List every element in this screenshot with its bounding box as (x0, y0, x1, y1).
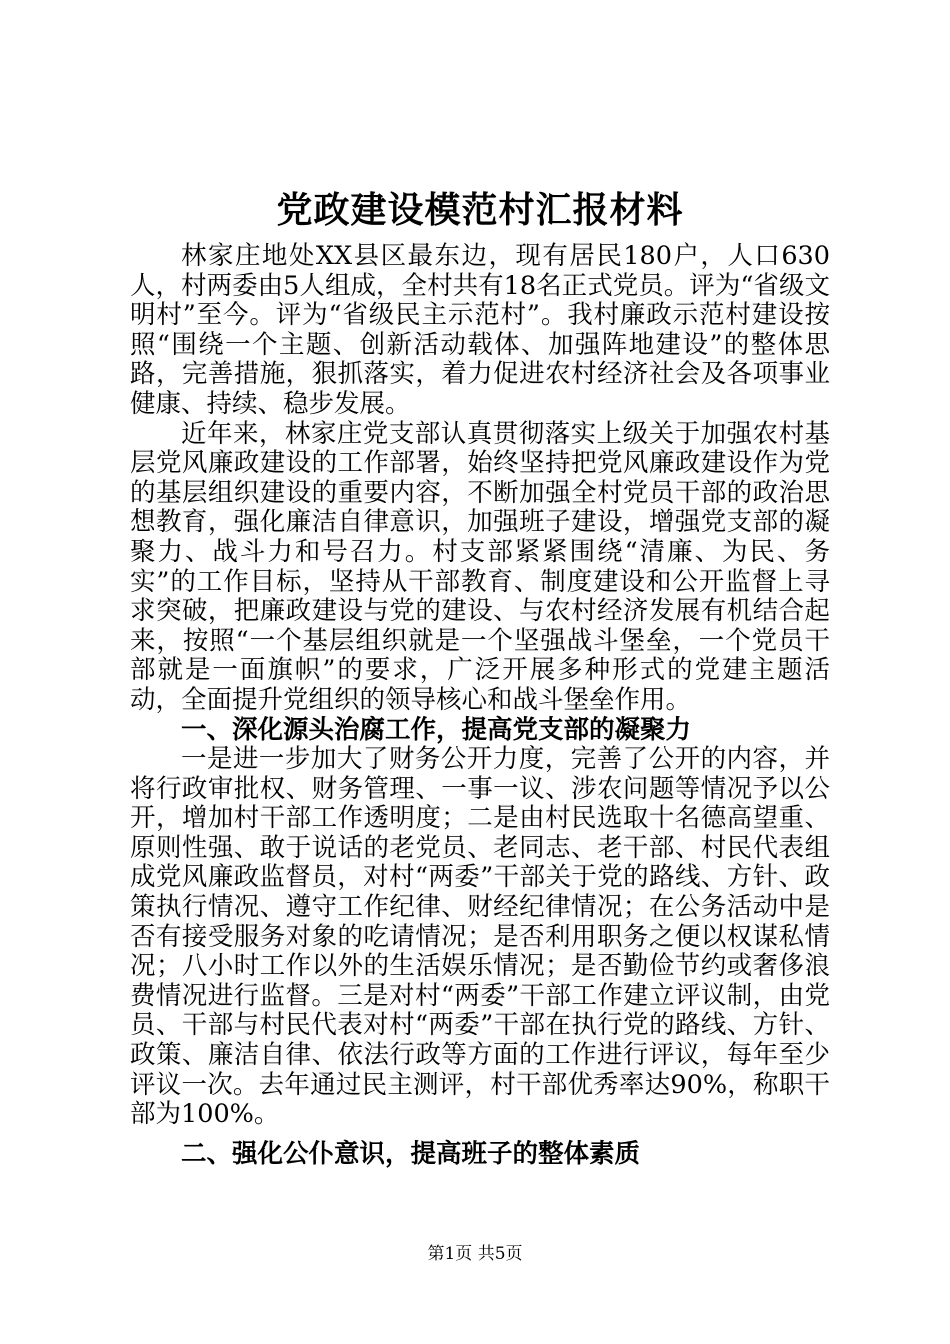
page-footer: 第1页 共5页 (427, 1244, 523, 1264)
section-heading-2: 二、强化公仆意识，提高班子的整体素质 (181, 1138, 641, 1169)
document-title: 党政建设模范村汇报材料 (276, 189, 684, 231)
paragraph-section-1: 一是进一步加大了财务公开力度，完善了公开的内容，并将行政审批权、财务管理、一事一议、涉农问题等情况予以公开，增加村干部工作透明度；二是由村民选取十名德高望重、原则性强、敢于说话的老党员、老同志、老干部、村民代表组成党风廉政监督员，对村“两委”干部关于党的路线、方针、政策执行情况、遵守工作纪律、财经纪律情况；在公务活动中是否有接受服务对象的吃请情况；是否利用职务之便以权谋私情况；八小时工作以外的生活娱乐情况；是否勤俭节约或奢侈浪费情况进行监督。三是对村“两委”干部工作建立评议制，由党员、干部与村民代表对村“两委”干部在执行党的路线、方针、政策、廉洁自律、依法行政等方面的工作进行评议，每年至少评议一次。去年通过民主测评，村干部优秀率达90%，称职干部为100%。 (130, 744, 830, 1130)
paragraph-overview: 近年来，林家庄党支部认真贯彻落实上级关于加强农村基层党风廉政建设的工作部署，始终坚持把党风廉政建设作为党的基层组织建设的重要内容，不断加强全村党员干部的政治思想教育，强化廉洁自律意识，加强班子建设，增强党支部的凝聚力、战斗力和号召力。村支部紧紧围绕“清廉、为民、务实”的工作目标，坚持从干部教育、制度建设和公开监督上寻求突破，把廉政建设与党的建设、与农村经济发展有机结合起来，按照“一个基层组织就是一个坚强战斗堡垒，一个党员干部就是一面旗帜”的要求，广泛开展多种形式的党建主题活动，全面提升党组织的领导核心和战斗堡垒作用。 (130, 418, 830, 715)
paragraph-intro: 林家庄地处XX县区最东边，现有居民180户，人口630人，村两委由5人组成，全村共有18名正式党员。评为“省级文明村”至今。评为“省级民主示范村”。我村廉政示范村建设按照“围绕一个主题、创新活动载体、加强阵地建设”的整体思路，完善措施，狠抓落实，着力促进农村经济社会及各项事业健康、持续、稳步发展。 (130, 241, 830, 419)
section-heading-1: 一、深化源头治腐工作，提高党支部的凝聚力 (181, 714, 692, 745)
document-page (130, 180, 830, 1169)
